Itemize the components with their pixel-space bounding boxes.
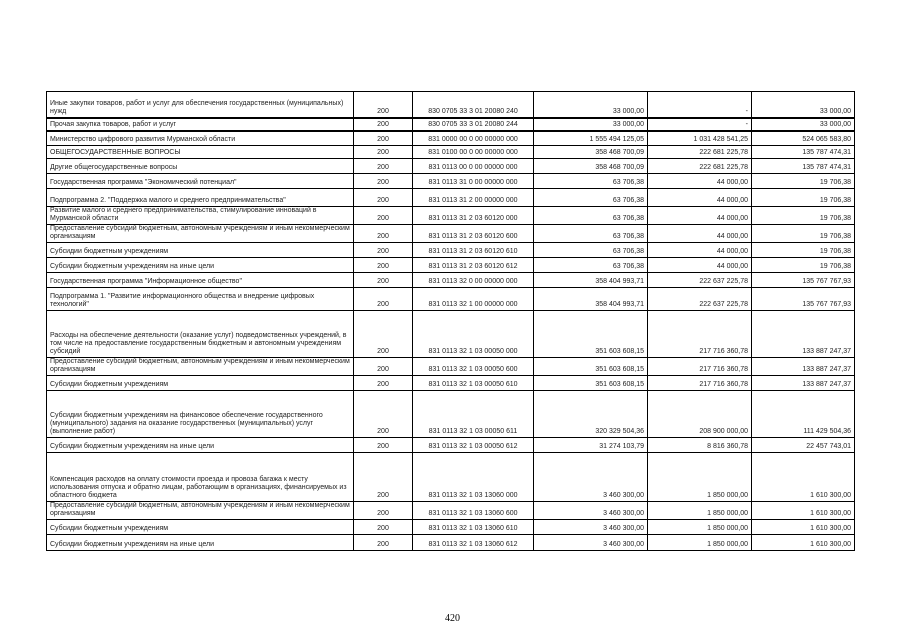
row-executed-amount-cell: 44 000,00 — [648, 258, 752, 273]
row-approved-amount-cell: 358 404 993,71 — [534, 288, 648, 311]
row-budget-code-cell: 831 0113 31 2 03 60120 600 — [413, 225, 534, 243]
row-code-cell: 200 — [354, 131, 413, 146]
row-budget-code-cell: 831 0113 32 1 03 13060 610 — [413, 520, 534, 535]
row-executed-amount-cell: 222 681 225,78 — [648, 159, 752, 174]
table-row — [47, 159, 855, 174]
row-approved-amount-cell: 320 329 504,36 — [534, 391, 648, 438]
row-unexecuted-amount-cell: 135 767 767,93 — [752, 273, 855, 288]
table-row — [47, 207, 855, 225]
row-unexecuted-amount-cell: 111 429 504,36 — [752, 391, 855, 438]
row-approved-amount-cell: 63 706,38 — [534, 258, 648, 273]
row-name-cell: ОБЩЕГОСУДАРСТВЕННЫЕ ВОПРОСЫ — [47, 146, 354, 159]
row-budget-code-cell: 831 0100 00 0 00 00000 000 — [413, 146, 534, 159]
row-name-cell: Подпрограмма 2. "Поддержка малого и среднего предпринимательства" — [47, 189, 354, 207]
row-unexecuted-amount-cell: 1 610 300,00 — [752, 535, 855, 551]
row-executed-amount-cell: 44 000,00 — [648, 243, 752, 258]
table-row — [47, 243, 855, 258]
row-budget-code-cell: 830 0705 33 3 01 20080 240 — [413, 92, 534, 118]
row-name-cell: Иные закупки товаров, работ и услуг для обеспечения государственных (муниципальных) нужд — [47, 92, 354, 118]
table-row — [47, 118, 855, 131]
row-budget-code-cell: 831 0113 32 1 00 00000 000 — [413, 288, 534, 311]
row-name-cell: Субсидии бюджетным учреждениям на финансовое обеспечение государственного (муниципального) задания на оказание государственных (муниципальных) услуг (выполнение работ) — [47, 391, 354, 438]
table-row — [47, 131, 855, 146]
table-row — [47, 225, 855, 243]
table-row — [47, 146, 855, 159]
row-name-cell: Подпрограмма 1. "Развитие информационного общества и внедрение цифровых технологий" — [47, 288, 354, 311]
row-executed-amount-cell: 44 000,00 — [648, 174, 752, 189]
row-executed-amount-cell: 44 000,00 — [648, 207, 752, 225]
row-budget-code-cell: 831 0113 32 1 03 00050 611 — [413, 391, 534, 438]
row-executed-amount-cell: 217 716 360,78 — [648, 376, 752, 391]
row-budget-code-cell: 831 0113 32 0 00 00000 000 — [413, 273, 534, 288]
table-row — [47, 189, 855, 207]
table-row — [47, 520, 855, 535]
row-code-cell: 200 — [354, 207, 413, 225]
row-unexecuted-amount-cell: 19 706,38 — [752, 243, 855, 258]
row-name-cell: Компенсация расходов на оплату стоимости проезда и провоза багажа к месту использования отпуска и обратно лицам, работающим в организациях, финансируемых из областного бюджета — [47, 453, 354, 502]
row-executed-amount-cell: 208 900 000,00 — [648, 391, 752, 438]
row-unexecuted-amount-cell: 1 610 300,00 — [752, 502, 855, 520]
row-code-cell: 200 — [354, 535, 413, 551]
row-executed-amount-cell: 44 000,00 — [648, 189, 752, 207]
row-code-cell: 200 — [354, 520, 413, 535]
row-approved-amount-cell: 33 000,00 — [534, 92, 648, 118]
row-code-cell: 200 — [354, 258, 413, 273]
row-name-cell: Государственная программа "Экономический потенциал" — [47, 174, 354, 189]
row-approved-amount-cell: 3 460 300,00 — [534, 520, 648, 535]
row-name-cell: Субсидии бюджетным учреждениям — [47, 376, 354, 391]
row-code-cell: 200 — [354, 273, 413, 288]
row-name-cell: Государственная программа "Информационное общество" — [47, 273, 354, 288]
row-code-cell: 200 — [354, 391, 413, 438]
row-unexecuted-amount-cell: 133 887 247,37 — [752, 358, 855, 376]
row-budget-code-cell: 831 0113 00 0 00 00000 000 — [413, 159, 534, 174]
row-budget-code-cell: 831 0113 31 2 03 60120 612 — [413, 258, 534, 273]
row-unexecuted-amount-cell: 135 787 474,31 — [752, 159, 855, 174]
row-budget-code-cell: 831 0113 32 1 03 13060 000 — [413, 453, 534, 502]
table-row — [47, 391, 855, 438]
row-code-cell: 200 — [354, 159, 413, 174]
row-approved-amount-cell: 358 404 993,71 — [534, 273, 648, 288]
row-code-cell: 200 — [354, 453, 413, 502]
row-unexecuted-amount-cell: 33 000,00 — [752, 92, 855, 118]
row-budget-code-cell: 831 0113 32 1 03 13060 612 — [413, 535, 534, 551]
table-row — [47, 376, 855, 391]
row-approved-amount-cell: 31 274 103,79 — [534, 438, 648, 453]
row-budget-code-cell: 831 0113 32 1 03 00050 600 — [413, 358, 534, 376]
row-budget-code-cell: 831 0000 00 0 00 00000 000 — [413, 131, 534, 146]
row-unexecuted-amount-cell: 19 706,38 — [752, 207, 855, 225]
row-unexecuted-amount-cell: 19 706,38 — [752, 174, 855, 189]
row-budget-code-cell: 831 0113 32 1 03 00050 000 — [413, 311, 534, 358]
row-approved-amount-cell: 358 468 700,09 — [534, 159, 648, 174]
row-executed-amount-cell: 222 637 225,78 — [648, 273, 752, 288]
row-executed-amount-cell: 222 681 225,78 — [648, 146, 752, 159]
row-unexecuted-amount-cell: 135 767 767,93 — [752, 288, 855, 311]
row-executed-amount-cell: 222 637 225,78 — [648, 288, 752, 311]
row-unexecuted-amount-cell: 19 706,38 — [752, 258, 855, 273]
budget-sheet — [46, 91, 854, 551]
row-unexecuted-amount-cell: 1 610 300,00 — [752, 520, 855, 535]
row-code-cell: 200 — [354, 225, 413, 243]
table-row — [47, 535, 855, 551]
row-approved-amount-cell: 63 706,38 — [534, 174, 648, 189]
row-approved-amount-cell: 1 555 494 125,05 — [534, 131, 648, 146]
row-name-cell: Субсидии бюджетным учреждениям — [47, 520, 354, 535]
row-code-cell: 200 — [354, 358, 413, 376]
row-unexecuted-amount-cell: 135 787 474,31 — [752, 146, 855, 159]
table-row — [47, 258, 855, 273]
row-executed-amount-cell: 217 716 360,78 — [648, 311, 752, 358]
row-name-cell: Предоставление субсидий бюджетным, автономным учреждениям и иным некоммерческим организациям — [47, 358, 354, 376]
table-row — [47, 288, 855, 311]
row-executed-amount-cell: 217 716 360,78 — [648, 358, 752, 376]
row-executed-amount-cell: - — [648, 92, 752, 118]
row-approved-amount-cell: 3 460 300,00 — [534, 453, 648, 502]
table-row — [47, 311, 855, 358]
row-executed-amount-cell: 1 850 000,00 — [648, 453, 752, 502]
row-approved-amount-cell: 63 706,38 — [534, 225, 648, 243]
row-budget-code-cell: 831 0113 31 2 03 60120 000 — [413, 207, 534, 225]
row-approved-amount-cell: 351 603 608,15 — [534, 358, 648, 376]
row-name-cell: Другие общегосударственные вопросы — [47, 159, 354, 174]
row-name-cell: Субсидии бюджетным учреждениям на иные цели — [47, 438, 354, 453]
row-approved-amount-cell: 63 706,38 — [534, 207, 648, 225]
row-unexecuted-amount-cell: 19 706,38 — [752, 225, 855, 243]
budget-execution-table — [46, 91, 855, 551]
page-number: 420 — [445, 613, 460, 624]
table-row — [47, 438, 855, 453]
row-executed-amount-cell: 1 850 000,00 — [648, 520, 752, 535]
row-name-cell: Субсидии бюджетным учреждениям на иные цели — [47, 258, 354, 273]
row-name-cell: Субсидии бюджетным учреждениям — [47, 243, 354, 258]
row-code-cell: 200 — [354, 146, 413, 159]
row-name-cell: Субсидии бюджетным учреждениям на иные цели — [47, 535, 354, 551]
table-row — [47, 358, 855, 376]
row-unexecuted-amount-cell: 524 065 583,80 — [752, 131, 855, 146]
row-budget-code-cell: 831 0113 31 2 03 60120 610 — [413, 243, 534, 258]
row-executed-amount-cell: 1 850 000,00 — [648, 502, 752, 520]
row-code-cell: 200 — [354, 502, 413, 520]
row-executed-amount-cell: 1 850 000,00 — [648, 535, 752, 551]
row-code-cell: 200 — [354, 118, 413, 131]
row-code-cell: 200 — [354, 311, 413, 358]
table-row — [47, 92, 855, 118]
row-budget-code-cell: 831 0113 31 2 00 00000 000 — [413, 189, 534, 207]
row-executed-amount-cell: 44 000,00 — [648, 225, 752, 243]
row-name-cell: Предоставление субсидий бюджетным, автономным учреждениям и иным некоммерческим организациям — [47, 225, 354, 243]
row-approved-amount-cell: 351 603 608,15 — [534, 376, 648, 391]
row-budget-code-cell: 831 0113 32 1 03 13060 600 — [413, 502, 534, 520]
row-code-cell: 200 — [354, 243, 413, 258]
row-budget-code-cell: 831 0113 31 0 00 00000 000 — [413, 174, 534, 189]
row-code-cell: 200 — [354, 189, 413, 207]
row-budget-code-cell: 830 0705 33 3 01 20080 244 — [413, 118, 534, 131]
row-code-cell: 200 — [354, 92, 413, 118]
table-row — [47, 453, 855, 502]
table-row — [47, 273, 855, 288]
row-unexecuted-amount-cell: 133 887 247,37 — [752, 311, 855, 358]
row-code-cell: 200 — [354, 376, 413, 391]
table-row — [47, 502, 855, 520]
row-name-cell: Предоставление субсидий бюджетным, автономным учреждениям и иным некоммерческим организациям — [47, 502, 354, 520]
row-name-cell: Развитие малого и среднего предпринимательства, стимулирование инноваций в Мурманской области — [47, 207, 354, 225]
row-approved-amount-cell: 358 468 700,09 — [534, 146, 648, 159]
row-approved-amount-cell: 3 460 300,00 — [534, 535, 648, 551]
row-unexecuted-amount-cell: 22 457 743,01 — [752, 438, 855, 453]
table-row — [47, 174, 855, 189]
row-unexecuted-amount-cell: 133 887 247,37 — [752, 376, 855, 391]
row-approved-amount-cell: 63 706,38 — [534, 189, 648, 207]
row-code-cell: 200 — [354, 174, 413, 189]
row-unexecuted-amount-cell: 19 706,38 — [752, 189, 855, 207]
row-unexecuted-amount-cell: 1 610 300,00 — [752, 453, 855, 502]
row-approved-amount-cell: 351 603 608,15 — [534, 311, 648, 358]
row-name-cell: Прочая закупка товаров, работ и услуг — [47, 118, 354, 131]
row-name-cell: Расходы на обеспечение деятельности (оказание услуг) подведомственных учреждений, в том числе на предоставление государственным бюджетным и автономным учреждениям субсидий — [47, 311, 354, 358]
row-approved-amount-cell: 63 706,38 — [534, 243, 648, 258]
row-budget-code-cell: 831 0113 32 1 03 00050 610 — [413, 376, 534, 391]
row-executed-amount-cell: 1 031 428 541,25 — [648, 131, 752, 146]
row-code-cell: 200 — [354, 288, 413, 311]
row-approved-amount-cell: 3 460 300,00 — [534, 502, 648, 520]
row-name-cell: Министерство цифрового развития Мурманской области — [47, 131, 354, 146]
row-approved-amount-cell: 33 000,00 — [534, 118, 648, 131]
row-code-cell: 200 — [354, 438, 413, 453]
row-unexecuted-amount-cell: 33 000,00 — [752, 118, 855, 131]
row-executed-amount-cell: 8 816 360,78 — [648, 438, 752, 453]
row-budget-code-cell: 831 0113 32 1 03 00050 612 — [413, 438, 534, 453]
row-executed-amount-cell: - — [648, 118, 752, 131]
